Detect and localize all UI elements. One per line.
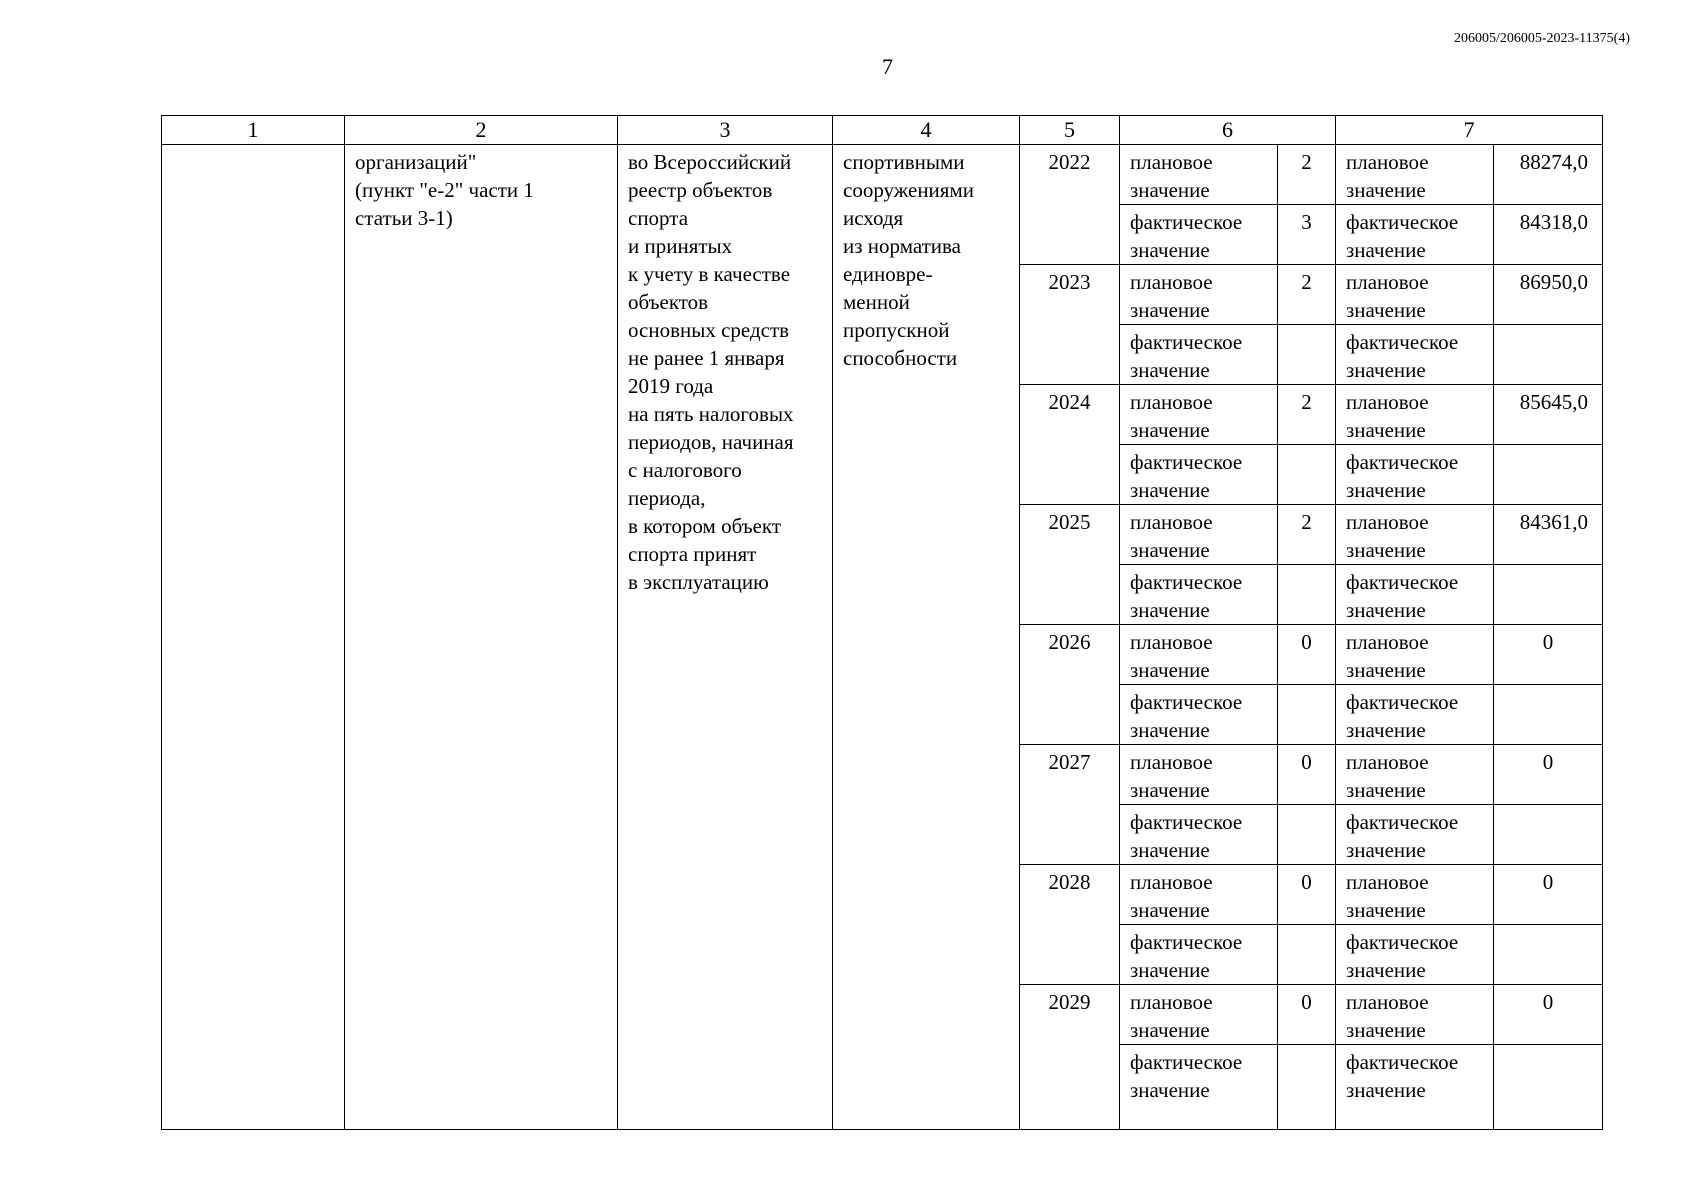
actual-label-line: значение (1130, 958, 1210, 982)
table-body (162, 116, 1603, 1130)
planned-label-line: плановое (1346, 270, 1429, 294)
planned-label (1120, 145, 1278, 205)
actual-count (1278, 445, 1336, 505)
actual-label-line: фактическое (1346, 450, 1459, 474)
actual-amount (1494, 805, 1603, 865)
actual-label-line: значение (1346, 598, 1426, 622)
planned-label-line: плановое (1130, 150, 1213, 174)
actual-label-line: значение (1130, 1078, 1210, 1102)
planned-amount: 86950,0 (1494, 265, 1603, 325)
planned-label (1120, 385, 1278, 445)
benefit-condition-line: объектов (628, 290, 709, 314)
planned-label (1120, 985, 1278, 1045)
benefit-condition-line: на пять налоговых (628, 402, 794, 426)
actual-label-line: фактическое (1130, 1050, 1243, 1074)
actual-label-line: значение (1130, 238, 1210, 262)
actual-label-line: фактическое (1346, 330, 1459, 354)
planned-label-line: плановое (1130, 510, 1213, 534)
actual-label (1120, 205, 1278, 265)
planned-label (1120, 625, 1278, 685)
indicators-table (161, 115, 1603, 1130)
year-cell: 2025 (1020, 505, 1120, 625)
planned-label-line: значение (1346, 418, 1426, 442)
tax-benefit-basis-line: статьи 3-1) (355, 206, 453, 230)
actual-count (1278, 685, 1336, 745)
benefit-condition-line: во Всероссийский (628, 150, 792, 174)
actual-label-line: фактическое (1130, 690, 1243, 714)
planned-count: 2 (1278, 385, 1336, 445)
actual-amount (1494, 685, 1603, 745)
planned-count: 0 (1278, 985, 1336, 1045)
actual-amount (1494, 325, 1603, 385)
planned-amount: 84361,0 (1494, 505, 1603, 565)
indicator-description-line: пропускной (843, 318, 950, 342)
indicator-description-line: из норматива (843, 234, 962, 258)
planned-label-line: плановое (1346, 390, 1429, 414)
planned-amount: 0 (1494, 745, 1603, 805)
actual-amount (1494, 925, 1603, 985)
planned-label-line: плановое (1130, 870, 1213, 894)
header-cell-6: 6 (1120, 116, 1336, 145)
planned-label-line: плановое (1346, 150, 1429, 174)
planned-label-line: значение (1130, 178, 1210, 202)
planned-amount: 0 (1494, 985, 1603, 1045)
header-cell-3: 3 (618, 116, 833, 145)
actual-label-line: значение (1130, 478, 1210, 502)
planned-count: 0 (1278, 625, 1336, 685)
actual-label (1336, 685, 1494, 745)
actual-label-line: значение (1130, 718, 1210, 742)
actual-label-line: фактическое (1346, 210, 1459, 234)
planned-label-line: плановое (1130, 270, 1213, 294)
benefit-condition-line: в эксплуатацию (628, 570, 769, 594)
planned-label (1120, 265, 1278, 325)
planned-label-line: значение (1130, 778, 1210, 802)
planned-label-line: значение (1130, 298, 1210, 322)
planned-amount: 0 (1494, 625, 1603, 685)
planned-label-line: плановое (1130, 990, 1213, 1014)
header-cell-2: 2 (345, 116, 618, 145)
planned-count: 2 (1278, 505, 1336, 565)
tax-benefit-basis (345, 145, 618, 1130)
year-cell: 2023 (1020, 265, 1120, 385)
actual-amount: 84318,0 (1494, 205, 1603, 265)
actual-label-line: фактическое (1346, 930, 1459, 954)
planned-amount: 0 (1494, 865, 1603, 925)
actual-label-line: фактическое (1130, 450, 1243, 474)
planned-label-line: плановое (1130, 750, 1213, 774)
planned-label-line: значение (1130, 898, 1210, 922)
actual-label (1120, 325, 1278, 385)
planned-amount: 85645,0 (1494, 385, 1603, 445)
actual-label (1120, 685, 1278, 745)
header-cell-4: 4 (833, 116, 1020, 145)
planned-label-line: плановое (1130, 390, 1213, 414)
header-row (162, 116, 1603, 145)
actual-label (1120, 445, 1278, 505)
planned-label-line: плановое (1346, 870, 1429, 894)
planned-label (1336, 385, 1494, 445)
indicator-description-line: исходя (843, 206, 904, 230)
indicator-description (833, 145, 1020, 1130)
actual-label-line: фактическое (1130, 930, 1243, 954)
tax-benefit-basis-line: (пункт "е-2" части 1 (355, 178, 534, 202)
planned-label-line: значение (1346, 898, 1426, 922)
planned-label-line: плановое (1346, 510, 1429, 534)
year-cell: 2026 (1020, 625, 1120, 745)
header-cell-5: 5 (1020, 116, 1120, 145)
actual-label-line: фактическое (1130, 570, 1243, 594)
indicator-description-line: сооружениями (843, 178, 974, 202)
col1-cell (162, 145, 345, 1130)
actual-label-line: фактическое (1130, 330, 1243, 354)
actual-label (1120, 805, 1278, 865)
actual-count (1278, 805, 1336, 865)
planned-label (1120, 505, 1278, 565)
year-cell: 2029 (1020, 985, 1120, 1130)
planned-label-line: значение (1346, 1018, 1426, 1042)
header-cell-7: 7 (1336, 116, 1603, 145)
indicator-description-line: менной (843, 290, 910, 314)
actual-label-line: фактическое (1346, 570, 1459, 594)
actual-label-line: значение (1130, 358, 1210, 382)
actual-label (1336, 1045, 1494, 1130)
actual-label-line: значение (1346, 958, 1426, 982)
actual-label-line: значение (1346, 358, 1426, 382)
indicator-description-line: единовре- (843, 262, 933, 286)
planned-label-line: значение (1130, 418, 1210, 442)
actual-count (1278, 925, 1336, 985)
benefit-condition-line: в котором объект (628, 514, 782, 538)
planned-label-line: значение (1130, 538, 1210, 562)
benefit-condition-line: периодов, начиная (628, 430, 794, 454)
actual-label-line: значение (1346, 838, 1426, 862)
actual-label-line: фактическое (1130, 810, 1243, 834)
year-cell: 2028 (1020, 865, 1120, 985)
actual-label (1336, 205, 1494, 265)
benefit-condition (618, 145, 833, 1130)
planned-label-line: плановое (1346, 750, 1429, 774)
planned-label-line: значение (1346, 178, 1426, 202)
year-cell: 2027 (1020, 745, 1120, 865)
actual-label (1120, 1045, 1278, 1130)
actual-count (1278, 565, 1336, 625)
planned-label (1336, 745, 1494, 805)
document-id: 206005/206005-2023-11375(4) (1453, 31, 1630, 46)
actual-label (1336, 925, 1494, 985)
planned-label-line: плановое (1346, 630, 1429, 654)
actual-count (1278, 1045, 1336, 1130)
tax-benefit-basis-line: организаций" (355, 150, 477, 174)
benefit-condition-line: основных средств (628, 318, 790, 342)
actual-label-line: значение (1346, 718, 1426, 742)
planned-label-line: значение (1130, 1018, 1210, 1042)
year-cell: 2024 (1020, 385, 1120, 505)
actual-label-line: значение (1346, 1078, 1426, 1102)
planned-label-line: плановое (1346, 990, 1429, 1014)
actual-label (1336, 565, 1494, 625)
planned-count: 2 (1278, 265, 1336, 325)
planned-count: 0 (1278, 745, 1336, 805)
planned-label (1336, 145, 1494, 205)
actual-label (1120, 925, 1278, 985)
table-row (162, 145, 1603, 205)
actual-label (1336, 805, 1494, 865)
indicator-description-line: способности (843, 346, 958, 370)
actual-label (1336, 445, 1494, 505)
benefit-condition-line: спорта принят (628, 542, 757, 566)
benefit-condition-line: 2019 года (628, 374, 714, 398)
planned-label-line: плановое (1130, 630, 1213, 654)
actual-label-line: фактическое (1346, 690, 1459, 714)
planned-label (1336, 985, 1494, 1045)
planned-label-line: значение (1346, 658, 1426, 682)
planned-label (1120, 865, 1278, 925)
planned-label (1336, 505, 1494, 565)
benefit-condition-line: спорта (628, 206, 689, 230)
planned-label (1120, 745, 1278, 805)
benefit-condition-line: и принятых (628, 234, 733, 258)
planned-label-line: значение (1346, 778, 1426, 802)
actual-amount (1494, 565, 1603, 625)
actual-label-line: фактическое (1346, 1050, 1459, 1074)
planned-count: 2 (1278, 145, 1336, 205)
planned-label (1336, 865, 1494, 925)
actual-label (1336, 325, 1494, 385)
actual-amount (1494, 445, 1603, 505)
actual-count (1278, 325, 1336, 385)
benefit-condition-line: периода, (628, 486, 706, 510)
actual-label-line: значение (1346, 238, 1426, 262)
planned-amount: 88274,0 (1494, 145, 1603, 205)
page-number: 7 (882, 54, 893, 79)
actual-label-line: значение (1130, 598, 1210, 622)
indicator-description-line: спортивными (843, 150, 965, 174)
actual-label-line: фактическое (1130, 210, 1243, 234)
actual-label-line: значение (1346, 478, 1426, 502)
planned-label-line: значение (1346, 298, 1426, 322)
planned-label-line: значение (1346, 538, 1426, 562)
actual-label (1120, 565, 1278, 625)
actual-label-line: фактическое (1346, 810, 1459, 834)
actual-label-line: значение (1130, 838, 1210, 862)
benefit-condition-line: реестр объектов (628, 178, 773, 202)
planned-label-line: значение (1130, 658, 1210, 682)
planned-label (1336, 265, 1494, 325)
benefit-condition-line: с налогового (628, 458, 742, 482)
benefit-condition-line: не ранее 1 января (628, 346, 785, 370)
year-cell: 2022 (1020, 145, 1120, 265)
actual-count: 3 (1278, 205, 1336, 265)
header-cell-1: 1 (162, 116, 345, 145)
planned-count: 0 (1278, 865, 1336, 925)
actual-amount (1494, 1045, 1603, 1130)
benefit-condition-line: к учету в качестве (628, 262, 791, 286)
planned-label (1336, 625, 1494, 685)
